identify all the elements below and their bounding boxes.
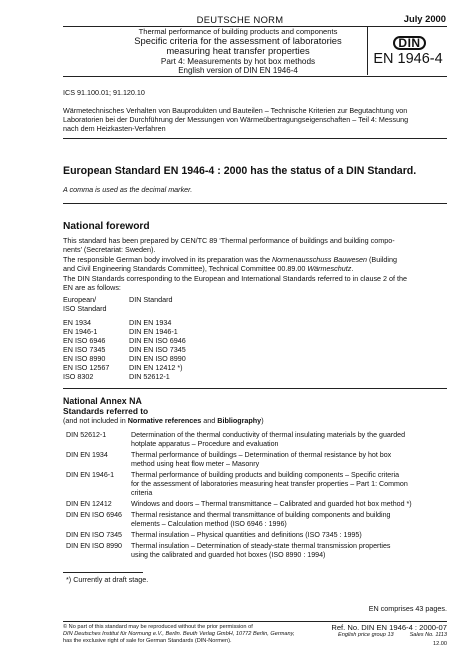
- table-row-4-right: DIN EN ISO 7345: [129, 345, 186, 354]
- table-row-1-left: EN 1934: [63, 318, 91, 327]
- ref-text-7-line2: using the calibrated and guarded hot boxes (ISO 8990 : 1994): [131, 551, 326, 559]
- title-line-1: Specific criteria for the assessment of laboratories: [134, 35, 342, 46]
- standards-referred-heading: Standards referred to: [63, 406, 149, 416]
- table-row-6-right: DIN EN 12412 *): [129, 363, 183, 372]
- table-row-5-right: DIN EN ISO 8990: [129, 354, 186, 363]
- german-title-3: nach dem Heizkasten-Verfahren: [63, 124, 166, 133]
- price-group: English price group 13: [338, 632, 394, 638]
- title-version: English version of DIN EN 1946-4: [178, 66, 298, 75]
- table-header-right: DIN Standard: [129, 295, 173, 304]
- foreword-p2-text-a: The responsible German body involved in its preparation was the: [63, 255, 272, 264]
- foreword-p2-text-a-end: (Building: [367, 255, 398, 264]
- table-row-2-right: DIN EN 1946-1: [129, 327, 178, 336]
- ref-text-3-line3: criteria: [131, 489, 153, 497]
- annex-note-normative-references: Normative references: [127, 416, 202, 425]
- norm-type: DEUTSCHE NORM: [196, 14, 284, 25]
- german-title-1: Wärmetechnisches Verhalten von Bauprodukten und Bauteilen – Technische Kriterien zur Begutachtung von: [63, 106, 408, 115]
- ref-text-2-line2: method using heat flow meter – Masonry: [131, 460, 260, 468]
- ics-code: ICS 91.100.01; 91.120.10: [63, 88, 145, 97]
- copyright-line-2: DIN Deutsches Institut für Normung e.V., Berlin. Beuth Verlag GmbH, 10772 Berlin, Germany,: [63, 631, 295, 637]
- ref-text-1-line1: Determination of the thermal conductivity of thermal insulating materials by the guarded: [131, 431, 406, 439]
- annex-note-bibliography: Bibliography: [217, 416, 262, 425]
- title-part: Part 4: Measurements by hot box methods: [160, 57, 316, 66]
- foreword-p3-line1: The DIN Standards corresponding to the European and International Standards referred to in clause 2 of the: [63, 274, 408, 283]
- section-rule-3: [63, 388, 447, 389]
- table-row-3-right: DIN EN ISO 6946: [129, 336, 186, 345]
- doc-number: EN 1946-4: [373, 51, 443, 67]
- ref-text-3-line2: for the assessment of laboratories measuring heat transfer properties – Part 1: Common: [131, 480, 408, 488]
- footer-rule: [63, 621, 447, 622]
- ref-text-6-line1: Thermal insulation – Physical quantities and definitions (ISO 7345 : 1995): [131, 531, 362, 539]
- din-logo: [393, 36, 426, 50]
- foreword-p1-line1: This standard has been prepared by CEN/TC 89 ‘Thermal performance of buildings and building compo-: [63, 236, 395, 245]
- header-bottom-rule: [63, 76, 447, 77]
- ref-text-4-line1: Windows and doors – Thermal transmittance – Calibrated and guarded hot box method *): [131, 500, 412, 508]
- ref-text-5-line1: Thermal resistance and thermal transmittance of building components and building: [131, 511, 391, 519]
- foreword-p2-tc-name: Wärmeschutz: [307, 264, 352, 273]
- ref-text-1-line2: hotplate apparatus – Procedure and evaluation: [131, 440, 279, 448]
- table-row-5-left: EN ISO 8990: [63, 354, 106, 363]
- ref-number: Ref. No. DIN EN 1946-4 : 2000-07: [331, 623, 447, 632]
- ref-code-1: DIN 52612-1: [66, 431, 107, 439]
- foreword-p2-line2: [63, 264, 353, 273]
- table-row-1-right: DIN EN 1934: [129, 318, 172, 327]
- table-row-7-right: DIN 52612-1: [129, 372, 170, 381]
- ref-code-2: DIN EN 1934: [66, 451, 108, 459]
- foreword-p2-committee-name: Normenausschuss Bauwesen: [271, 255, 368, 264]
- ref-code-3: DIN EN 1946-1: [66, 471, 115, 479]
- section-rule-2: [63, 203, 447, 204]
- table-header-left-1: European/: [63, 295, 97, 304]
- ref-code-4: DIN EN 12412: [66, 500, 112, 508]
- copyright-line-1: © No part of this standard may be reproduced without the prior permission of: [63, 624, 253, 630]
- pages-note: EN comprises 43 pages.: [368, 604, 447, 613]
- annex-note-a: (and not included in: [63, 416, 128, 425]
- copyright-line-3: has the exclusive right of sale for German Standards (DIN-Normen).: [63, 638, 232, 644]
- ref-text-7-line1: Thermal insulation – Determination of steady-state thermal transmission properties: [131, 542, 391, 550]
- ref-text-5-line2: elements – Calculation method (ISO 6946 : 1996): [131, 520, 287, 528]
- ref-code-6: DIN EN ISO 7345: [66, 531, 122, 539]
- section-rule-1: [63, 138, 447, 139]
- foreword-p2-text-b-end: .: [351, 264, 354, 273]
- ref-code-5: DIN EN ISO 6946: [66, 511, 122, 519]
- ref-text-3-line1: Thermal performance of building products and building components – Specific criteria: [131, 471, 400, 479]
- table-row-7-left: ISO 8302: [63, 372, 94, 381]
- table-row-4-left: EN ISO 7345: [63, 345, 106, 354]
- din-logo-text: DIN: [398, 36, 421, 50]
- foreword-p2-line1: [63, 255, 397, 264]
- sales-number: Sales No. 1113: [409, 632, 447, 638]
- decimal-note: A comma is used as the decimal marker.: [63, 185, 193, 194]
- annex-note-c: and: [201, 416, 218, 425]
- german-title-2: Laboratorien bei der Durchführung der Messungen von Wärmeübertragungseigenschaften – Teil 4: Messung: [63, 115, 409, 124]
- title-line-2: measuring heat transfer properties: [166, 45, 310, 56]
- footnote-rule: [63, 572, 143, 573]
- table-row-2-left: EN 1946-1: [63, 327, 98, 336]
- table-header-left-2: ISO Standard: [63, 304, 107, 313]
- ref-text-2-line1: Thermal performance of buildings – Determination of thermal resistance by hot box: [131, 451, 392, 459]
- national-foreword-heading: National foreword: [63, 221, 150, 232]
- header-date: July 2000: [403, 13, 446, 24]
- annex-note: [63, 416, 264, 425]
- footnote: *) Currently at draft stage.: [66, 575, 149, 584]
- national-annex-heading: National Annex NA: [63, 396, 142, 406]
- annex-note-d: ): [261, 416, 264, 425]
- foreword-p2-text-b: and Civil Engineering Standards Committee), Technical Committee 00.89.00: [63, 264, 308, 273]
- ref-code-7: DIN EN ISO 8990: [66, 542, 122, 550]
- title-en-small: Thermal performance of building products and components: [138, 27, 338, 36]
- date-code: 12.00: [433, 641, 447, 647]
- foreword-p3-line2: EN are as follows:: [63, 283, 121, 292]
- foreword-p1-line2: nents’ (Secretariat: Sweden).: [63, 245, 156, 254]
- table-row-3-left: EN ISO 6946: [63, 336, 106, 345]
- status-heading: European Standard EN 1946-4 : 2000 has the status of a DIN Standard.: [63, 165, 417, 177]
- header-divider: [367, 27, 368, 75]
- table-row-6-left: EN ISO 12567: [63, 363, 110, 372]
